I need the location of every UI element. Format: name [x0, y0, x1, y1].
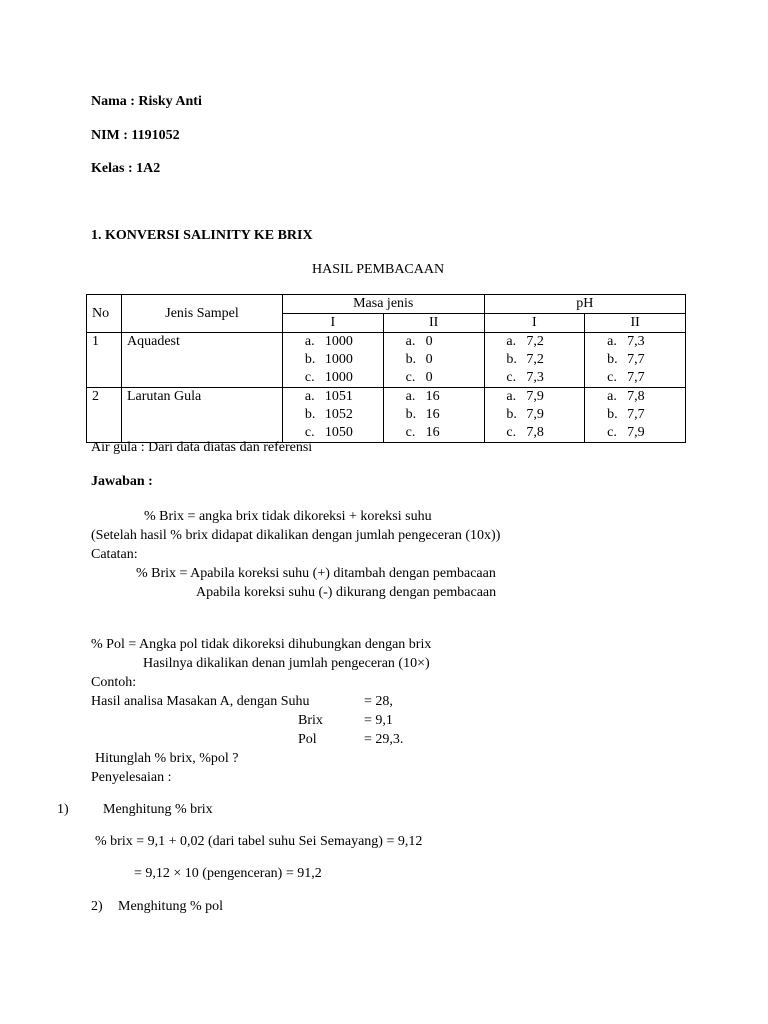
list-item — [607, 351, 663, 369]
list-item — [305, 424, 361, 442]
header-masa-jenis: Masa jenis — [283, 295, 485, 314]
list-value: 16 — [425, 389, 440, 404]
list-marker: c. — [405, 425, 416, 440]
catatan-line-2: Apabila koreksi suhu (-) dikurang dengan pembacaan — [196, 585, 497, 600]
list-item — [607, 369, 663, 387]
header-no: No — [87, 295, 122, 333]
list-value: 7,8 — [526, 425, 544, 440]
list-marker: b. — [607, 407, 618, 422]
sample-name: Aquadest — [122, 333, 283, 388]
results-table — [86, 294, 686, 443]
catatan-label: Catatan: — [91, 547, 138, 562]
list-marker: a. — [607, 389, 617, 404]
step-2-text: Menghitung % pol — [118, 899, 223, 914]
catatan-line-1: % Brix = Apabila koreksi suhu (+) ditambah dengan pembacaan — [136, 566, 496, 581]
list-item — [607, 406, 663, 424]
student-name: Nama : Risky Anti — [91, 94, 202, 109]
table-row — [87, 333, 686, 388]
list-value: 7,3 — [627, 334, 645, 349]
header-jenis-sampel: Jenis Sampel — [122, 295, 283, 333]
list-marker: c. — [304, 370, 315, 385]
list-item — [607, 333, 663, 351]
list-value: 16 — [425, 407, 440, 422]
list-marker: c. — [506, 425, 517, 440]
value-list — [288, 388, 378, 442]
list-item — [406, 406, 462, 424]
list-value: 0 — [425, 334, 433, 349]
list-value: 1000 — [324, 370, 353, 385]
list-item — [305, 351, 361, 369]
list-item — [406, 388, 462, 406]
list-value: 7,3 — [526, 370, 544, 385]
list-item — [506, 406, 562, 424]
list-value: 1000 — [324, 352, 353, 367]
list-marker: c. — [304, 425, 315, 440]
list-value: 7,7 — [627, 352, 645, 367]
jawaban-heading: Jawaban : — [91, 474, 153, 489]
header-ph-i: I — [484, 314, 585, 333]
list-marker: b. — [405, 352, 417, 367]
list-item — [406, 333, 462, 351]
brix-label: Brix — [298, 713, 323, 728]
list-value: 7,9 — [627, 425, 645, 440]
step-2-number: 2) — [91, 899, 103, 914]
list-value: 0 — [425, 352, 433, 367]
brix-note: (Setelah hasil % brix didapat dikalikan dengan jumlah pengeceran (10x)) — [91, 528, 501, 543]
list-marker: a. — [607, 334, 617, 349]
section-title: 1. KONVERSI SALINITY KE BRIX — [91, 228, 313, 243]
list-marker: a. — [405, 334, 416, 349]
list-value: 7,9 — [526, 407, 544, 422]
list-marker: a. — [506, 334, 517, 349]
contoh-label: Contoh: — [91, 675, 137, 690]
list-marker: c. — [506, 370, 517, 385]
sample-name: Larutan Gula — [122, 388, 283, 443]
list-value: 1050 — [324, 425, 353, 440]
cell-masa-ii — [383, 388, 484, 443]
list-value: 7,2 — [526, 352, 544, 367]
question-text: Hitunglah % brix, %pol ? — [95, 751, 239, 766]
list-item — [406, 424, 462, 442]
list-item — [506, 388, 562, 406]
list-marker: b. — [506, 352, 517, 367]
list-item — [506, 369, 562, 387]
list-item — [506, 351, 562, 369]
list-item — [506, 424, 562, 442]
list-item — [607, 388, 663, 406]
cell-ph-ii — [585, 388, 686, 443]
table-header-row — [87, 295, 686, 314]
list-item — [506, 333, 562, 351]
table-row — [87, 388, 686, 443]
list-value: 1000 — [324, 334, 353, 349]
list-marker: b. — [405, 407, 417, 422]
list-marker: c. — [607, 425, 617, 440]
value-list — [490, 333, 580, 387]
row-number: 1 — [87, 333, 122, 388]
list-marker: b. — [304, 352, 316, 367]
suhu-value: = 28, — [364, 694, 393, 709]
table-body — [87, 333, 686, 443]
row-number: 2 — [87, 388, 122, 443]
list-marker: a. — [405, 389, 416, 404]
value-list — [590, 388, 680, 442]
list-marker: b. — [506, 407, 517, 422]
value-list — [490, 388, 580, 442]
cell-ph-ii — [585, 333, 686, 388]
penyelesaian-label: Penyelesaian : — [91, 770, 172, 785]
list-item — [305, 369, 361, 387]
list-value: 7,7 — [627, 407, 645, 422]
header-ph: pH — [484, 295, 686, 314]
list-value: 16 — [425, 425, 440, 440]
hasil-analisa-label: Hasil analisa Masakan A, dengan Suhu — [91, 694, 310, 709]
list-item — [305, 333, 361, 351]
list-item — [406, 369, 462, 387]
list-value: 7,8 — [627, 389, 645, 404]
cell-masa-i — [283, 388, 384, 443]
header-masa-jenis-i: I — [283, 314, 384, 333]
pol-formula: % Pol = Angka pol tidak dikoreksi dihubungkan dengan brix — [91, 637, 432, 652]
list-value: 7,7 — [627, 370, 645, 385]
list-item — [406, 351, 462, 369]
pol-label: Pol — [298, 732, 317, 747]
list-value: 1052 — [324, 407, 353, 422]
student-nim: NIM : 1191052 — [91, 128, 180, 143]
list-marker: b. — [607, 352, 618, 367]
list-marker: b. — [304, 407, 316, 422]
value-list — [389, 333, 479, 387]
calc-line-1: % brix = 9,1 + 0,02 (dari tabel suhu Sei Semayang) = 9,12 — [95, 834, 423, 849]
step-1-text: Menghitung % brix — [103, 802, 213, 817]
cell-ph-i — [484, 388, 585, 443]
air-gula-note: Air gula : Dari data diatas dan referensi — [91, 440, 313, 455]
value-list — [288, 333, 378, 387]
header-masa-jenis-ii: II — [383, 314, 484, 333]
header-ph-ii: II — [585, 314, 686, 333]
list-value: 7,2 — [526, 334, 544, 349]
cell-masa-ii — [383, 333, 484, 388]
list-marker: a. — [304, 389, 315, 404]
calc-line-2: = 9,12 × 10 (pengenceran) = 91,2 — [134, 866, 322, 881]
brix-value: = 9,1 — [364, 713, 393, 728]
pol-value: = 29,3. — [364, 732, 404, 747]
value-list — [590, 333, 680, 387]
cell-masa-i — [283, 333, 384, 388]
list-item — [607, 424, 663, 442]
list-item — [305, 388, 361, 406]
list-value: 7,9 — [526, 389, 544, 404]
table-caption: HASIL PEMBACAAN — [312, 262, 445, 277]
value-list — [389, 388, 479, 442]
student-class: Kelas : 1A2 — [91, 161, 161, 176]
list-value: 0 — [425, 370, 433, 385]
list-marker: c. — [607, 370, 617, 385]
list-item — [305, 406, 361, 424]
brix-formula: % Brix = angka brix tidak dikoreksi + koreksi suhu — [144, 509, 432, 524]
step-1-number: 1) — [57, 802, 69, 817]
cell-ph-i — [484, 333, 585, 388]
list-marker: a. — [304, 334, 315, 349]
list-marker: c. — [405, 370, 416, 385]
list-value: 1051 — [324, 389, 353, 404]
list-marker: a. — [506, 389, 517, 404]
pol-note: Hasilnya dikalikan denan jumlah pengeceran (10×) — [143, 656, 430, 671]
